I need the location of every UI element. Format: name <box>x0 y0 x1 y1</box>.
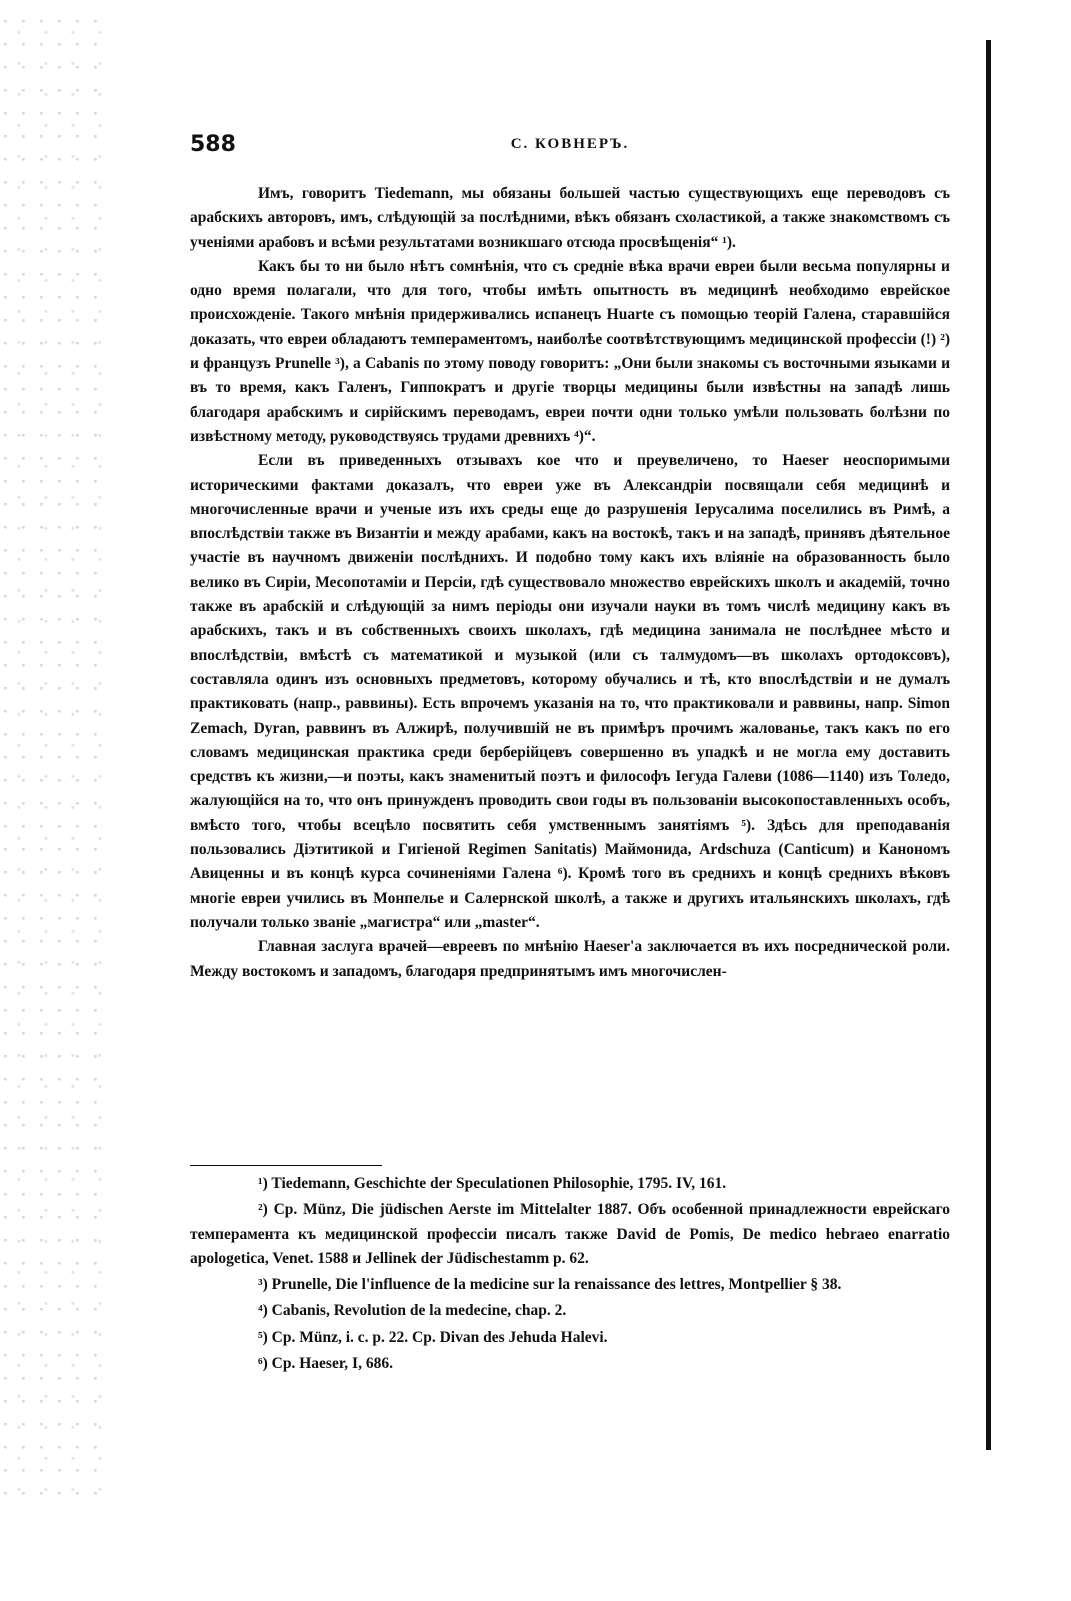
footnote: ²) Ср. Münz, Die jüdischen Aerste im Mittelalter 1887. Объ особенной принадлежности еврейскаго темперамента къ медицинской профессіи писалъ также David de Pomis, De medico hebraeo enarratio apologetica, Venet. 1588 и Jellinek der Jüdischestamm p. 62. <box>190 1201 950 1267</box>
footnote: ⁴) Cabanis, Revolution de la medecine, chap. 2. <box>258 1302 567 1320</box>
scan-edge-noise <box>0 20 110 1500</box>
paragraph: Если въ приведенныхъ отзывахъ кое что и преувеличено, то Haeser неоспоримыми историческими фактами доказалъ, что евреи уже въ Александріи посвящали себя медицинѣ и многочисленные врачи и ученые изъ ихъ среды еще до разрушенія Іерусалима поселились въ Римѣ, а впослѣдствіи также въ Византіи и между арабами, какъ на востокѣ, такъ и на западѣ, принявъ дѣятельное участіе въ научномъ движеніи послѣднихъ. И подобно тому какъ ихъ вліяніе на образованность было велико въ Сиріи, Месопотаміи и Персіи, гдѣ существовало множество еврейскихъ школъ и академій, точно также въ арабскій и слѣдующій за нимъ періоды они изучали науки въ томъ числѣ медицину какъ въ арабскихъ, такъ и въ собственныхъ своихъ школахъ, гдѣ медицина занимала не послѣднее мѣсто и впослѣдствіи, вмѣстѣ съ математикой и музыкой (или съ талмудомъ—въ школахъ ортодоксовъ), составляла одинъ изъ основныхъ предметовъ, которому обучались и тѣ, кто впослѣдствіи и не думалъ практиковать (напр., раввины). Есть впрочемъ указанія на то, что практиковали и раввины, напр. Simon Zemach, Dyran, раввинъ въ Алжирѣ, получившій не въ примѣръ прочимъ жалованье, такъ какъ по его словамъ медицинская практика среди берберійцевъ совершенно въ упадкѣ и не могла ему доставить средствъ къ жизни,—и поэты, какъ знаменитый поэтъ и философъ Іегуда Галеви (1086—1140) изъ Толедо, жалующійся на то, что онъ принужденъ проводить свои годы въ пользованіи высокопоставленныхъ особъ, вмѣсто того, чтобы всецѣло посвятить себя умственнымъ занятіямъ ⁵). Здѣсь для преподаванія пользовались Діэтитикой и Гигіеной Regimen Sanitatis) Маймонида, Ardschuza (Canticum) и Канономъ Авиценны и въ концѣ курса сочиненіями Галена ⁶). Кромѣ того въ среднихъ и концѣ среднихъ вѣковъ многіе евреи учились въ Монпелье и Салернской школѣ, а также и другихъ итальянскихъ школахъ, гдѣ получали только званіе „магистра“ или „master“. <box>190 452 950 931</box>
footnote: ³) Prunelle, Die l'influence de la medicine sur la renaissance des lettres, Montpellier § 38. <box>258 1276 842 1294</box>
running-title: С. КОВНЕРЪ. <box>510 136 630 152</box>
paragraph: Какъ бы то ни было нѣтъ сомнѣнія, что съ средніе вѣка врачи евреи были весьма популярны и одно время полагали, что для того, чтобы имѣть опытность въ медицинѣ необходимо еврейское происхожденіе. Такого мнѣнія придерживались испанецъ Huarte съ помощью теорій Галена, старавшійся доказать, что евреи обладаютъ темпераментомъ, наиболѣе соотвѣтствующимъ медицинской профессіи (!) ²) и французъ Prunelle ³), а Cabanis по этому поводу говоритъ: „Они были знакомы съ восточными языками и въ то время, какъ Галенъ, Гиппократъ и другіе творцы медицины были извѣстны на западѣ лишь благодаря арабскимъ и сирійскимъ переводамъ, евреи почти одни только умѣли пользовать болѣзни по извѣстному методу, руководствуясь трудами древнихъ ⁴)“. <box>190 257 950 445</box>
footnote: ⁵) Ср. Münz, i. c. p. 22. Ср. Divan des Jehuda Halevi. <box>258 1328 608 1346</box>
footnotes <box>190 1172 950 1376</box>
footnote-separator <box>190 1165 382 1166</box>
scan-edge-rule <box>986 40 991 1450</box>
page-number: 588 <box>190 132 236 157</box>
body-text <box>190 182 950 984</box>
paragraph: Имъ, говоритъ Tiedemann, мы обязаны большей частью существующихъ еще переводовъ съ арабскихъ авторовъ, имъ, слѣдующій за послѣдними, вѣкъ обязанъ схоластикой, а также знакомствомъ съ ученіями арабовъ и всѣми результатами возникшаго отсюда просвѣщенія“ ¹). <box>190 185 950 251</box>
paragraph: Главная заслуга врачей—евреевъ по мнѣнію Haeser'а заключается въ ихъ посреднической роли. Между востокомъ и западомъ, благодаря предпринятымъ имъ многочислен- <box>190 938 950 980</box>
footnote: ¹) Tiedemann, Geschichte der Speculationen Philosophie, 1795. IV, 161. <box>258 1175 727 1192</box>
footnote: ⁶) Ср. Haeser, I, 686. <box>258 1355 393 1373</box>
page-header <box>190 132 950 162</box>
